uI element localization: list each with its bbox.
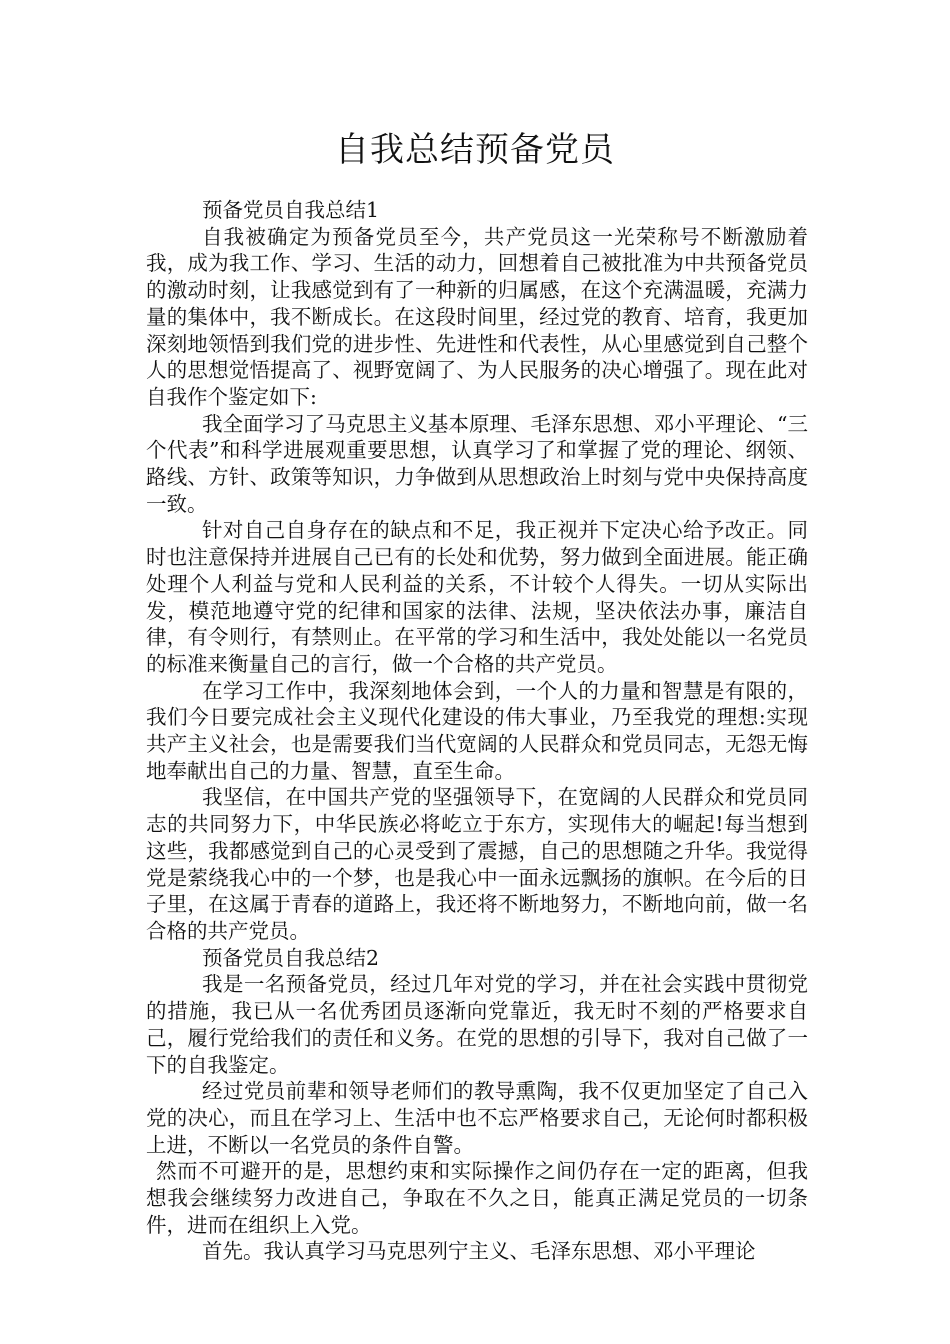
paragraph: 我是一名预备党员，经过几年对党的学习，并在社会实践中贯彻党的措施，我已从一名优秀团员逐渐向党靠近，我无时不刻的严格要求自己，履行党给我们的责任和义务。在党的思想的引导下，我对自己做了一下的自我鉴定。 [146,972,808,1077]
paragraph: 我坚信，在中国共产党的坚强领导下，在宽阔的人民群众和党员同志的共同努力下，中华民族必将屹立于东方，实现伟大的崛起!每当想到这些，我都感觉到自己的心灵受到了震撼，自己的思想随之升华。我觉得党是萦绕我心中的一个梦，也是我心中一面永远飘扬的旗帜。在今后的日子里，在这属于青春的道路上，我还将不断地努力，不断地向前，做一名合格的共产党员。 [146,785,808,943]
paragraph: 我全面学习了马克思主义基本原理、毛泽东思想、邓小平理论、“三个代表”和科学进展观重要思想，认真学习了和掌握了党的理论、纲领、路线、方针、政策等知识，力争做到从思想政治上时刻与党中央保持高度一致。 [146,411,808,516]
paragraph: 在学习工作中，我深刻地体会到，一个人的力量和智慧是有限的，我们今日要完成社会主义现代化建设的伟大事业，乃至我党的理想:实现共产主义社会，也是需要我们当代宽阔的人民群众和党员同志，无怨无悔地奉献出自己的力量、智慧，直至生命。 [146,678,808,783]
section-heading-2: 预备党员自我总结2 [202,945,380,970]
document-title: 自我总结预备党员 [335,130,615,170]
document-body [146,197,808,1265]
paragraph: 首先。我认真学习马克思列宁主义、毛泽东思想、邓小平理论 [202,1239,756,1264]
paragraph: 然而不可避开的是，思想约束和实际操作之间仍存在一定的距离，但我想我会继续努力改进自己，争取在不久之日，能真正满足党员的一切条件，进而在组织上入党。 [146,1159,808,1237]
paragraph: 自我被确定为预备党员至今，共产党员这一光荣称号不断激励着我，成为我工作、学习、生活的动力，回想着自己被批准为中共预备党员的激动时刻，让我感觉到有了一种新的归属感，在这个充满温暖，充满力量的集体中，我不断成长。在这段时间里，经过党的教育、培育，我更加深刻地领悟到我们党的进步性、先进性和代表性，从心里感觉到自己整个人的思想觉悟提高了、视野宽阔了、为人民服务的决心增强了。现在此对自我作个鉴定如下: [146,224,808,409]
paragraph: 针对自己自身存在的缺点和不足，我正视并下定决心给予改正。同时也注意保持并进展自己已有的长处和优势，努力做到全面进展。能正确处理个人利益与党和人民利益的关系，不计较个人得失。一切从实际出发，模范地遵守党的纪律和国家的法律、法规，坚决依法办事，廉洁自律，有令则行，有禁则止。在平常的学习和生活中，我处处能以一名党员的标准来衡量自己的言行，做一个合格的共产党员。 [146,518,808,676]
section-heading-1: 预备党员自我总结1 [202,198,380,222]
paragraph: 经过党员前辈和领导老师们的教导熏陶，我不仅更加坚定了自己入党的决心，而且在学习上、生活中也不忘严格要求自己，无论何时都积极上进，不断以一名党员的条件自警。 [146,1079,808,1157]
